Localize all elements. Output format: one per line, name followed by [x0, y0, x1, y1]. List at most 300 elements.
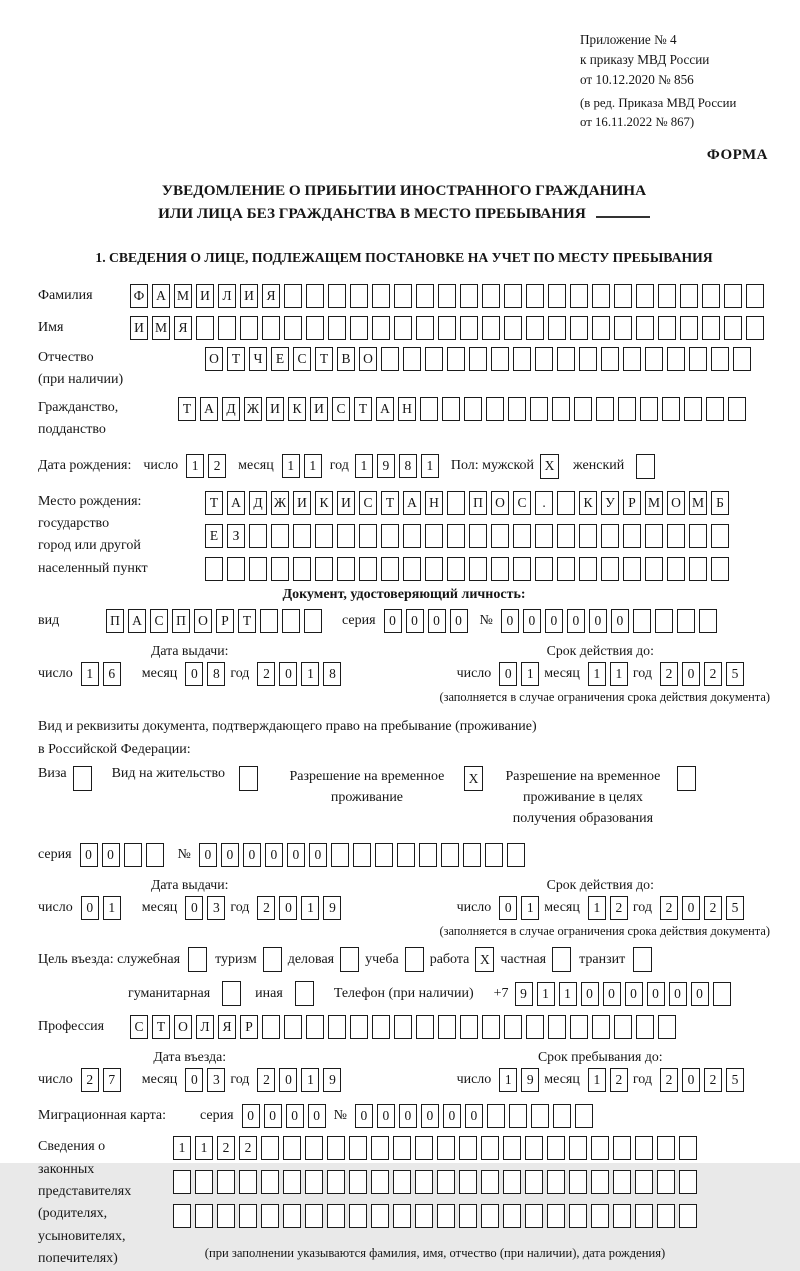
char-box[interactable]: Ф: [130, 284, 148, 308]
char-box[interactable]: 2: [257, 896, 275, 920]
char-box[interactable]: X: [464, 766, 483, 791]
char-box[interactable]: [222, 981, 241, 1006]
char-box[interactable]: Т: [354, 397, 372, 421]
char-box[interactable]: 0: [499, 662, 517, 686]
char-box[interactable]: 2: [660, 662, 678, 686]
char-box[interactable]: [636, 316, 654, 340]
char-box[interactable]: 1: [499, 1068, 517, 1092]
char-box[interactable]: [482, 1015, 500, 1039]
char-box[interactable]: [305, 1136, 323, 1160]
char-box[interactable]: [381, 524, 399, 548]
char-box[interactable]: [679, 1170, 697, 1194]
char-box[interactable]: 1: [301, 662, 319, 686]
char-box[interactable]: [633, 609, 651, 633]
char-box[interactable]: 0: [279, 896, 297, 920]
char-box[interactable]: [217, 1204, 235, 1228]
char-box[interactable]: [553, 1104, 571, 1128]
char-box[interactable]: [689, 347, 707, 371]
char-box[interactable]: 1: [588, 1068, 606, 1092]
char-box[interactable]: [425, 524, 443, 548]
char-box[interactable]: 0: [355, 1104, 373, 1128]
char-box[interactable]: Н: [398, 397, 416, 421]
char-box[interactable]: [328, 1015, 346, 1039]
char-box[interactable]: [613, 1204, 631, 1228]
char-box[interactable]: [437, 1136, 455, 1160]
char-box[interactable]: М: [152, 316, 170, 340]
char-box[interactable]: [509, 1104, 527, 1128]
char-box[interactable]: [623, 347, 641, 371]
purpose-work-checkbox[interactable]: [475, 947, 494, 972]
char-box[interactable]: [217, 1170, 235, 1194]
char-box[interactable]: [613, 1136, 631, 1160]
char-box[interactable]: С: [130, 1015, 148, 1039]
char-box[interactable]: [371, 1170, 389, 1194]
char-box[interactable]: [746, 284, 764, 308]
char-box[interactable]: [195, 1204, 213, 1228]
char-box[interactable]: 2: [239, 1136, 257, 1160]
char-box[interactable]: [614, 284, 632, 308]
char-box[interactable]: [548, 284, 566, 308]
char-box[interactable]: А: [227, 491, 245, 515]
char-box[interactable]: [679, 1136, 697, 1160]
char-box[interactable]: С: [513, 491, 531, 515]
char-box[interactable]: 0: [545, 609, 563, 633]
char-box[interactable]: [503, 1136, 521, 1160]
char-box[interactable]: Ж: [271, 491, 289, 515]
char-box[interactable]: 0: [265, 843, 283, 867]
char-box[interactable]: [491, 524, 509, 548]
char-box[interactable]: 0: [399, 1104, 417, 1128]
char-box[interactable]: [437, 1170, 455, 1194]
char-box[interactable]: [415, 1170, 433, 1194]
char-box[interactable]: 0: [682, 1068, 700, 1092]
char-box[interactable]: И: [310, 397, 328, 421]
char-box[interactable]: [349, 1170, 367, 1194]
char-box[interactable]: [331, 843, 349, 867]
char-box[interactable]: [569, 1204, 587, 1228]
char-box[interactable]: [728, 397, 746, 421]
char-box[interactable]: [482, 316, 500, 340]
char-box[interactable]: [415, 1204, 433, 1228]
char-box[interactable]: [249, 557, 267, 581]
char-box[interactable]: 1: [301, 896, 319, 920]
char-box[interactable]: [249, 524, 267, 548]
char-box[interactable]: Н: [425, 491, 443, 515]
char-box[interactable]: 1: [304, 454, 322, 478]
char-box[interactable]: [601, 347, 619, 371]
char-box[interactable]: 0: [199, 843, 217, 867]
char-box[interactable]: [689, 524, 707, 548]
char-box[interactable]: 2: [257, 1068, 275, 1092]
char-box[interactable]: 1: [186, 454, 204, 478]
char-box[interactable]: [397, 843, 415, 867]
char-box[interactable]: О: [174, 1015, 192, 1039]
char-box[interactable]: [635, 1204, 653, 1228]
char-box[interactable]: [596, 397, 614, 421]
purpose-transit-checkbox[interactable]: [633, 947, 652, 972]
char-box[interactable]: [459, 1170, 477, 1194]
char-box[interactable]: 5: [726, 662, 744, 686]
char-box[interactable]: А: [200, 397, 218, 421]
char-box[interactable]: [513, 524, 531, 548]
char-box[interactable]: [372, 1015, 390, 1039]
char-box[interactable]: [459, 1136, 477, 1160]
char-box[interactable]: [438, 1015, 456, 1039]
char-box[interactable]: О: [359, 347, 377, 371]
char-box[interactable]: [394, 284, 412, 308]
char-box[interactable]: [261, 1136, 279, 1160]
char-box[interactable]: [658, 316, 676, 340]
char-box[interactable]: 5: [726, 1068, 744, 1092]
char-box[interactable]: [667, 347, 685, 371]
char-box[interactable]: [574, 397, 592, 421]
char-box[interactable]: 9: [377, 454, 395, 478]
char-box[interactable]: [271, 524, 289, 548]
char-box[interactable]: [293, 524, 311, 548]
char-box[interactable]: [481, 1136, 499, 1160]
char-box[interactable]: [327, 1204, 345, 1228]
char-box[interactable]: [548, 316, 566, 340]
char-box[interactable]: 0: [450, 609, 468, 633]
char-box[interactable]: 7: [103, 1068, 121, 1092]
char-box[interactable]: [680, 284, 698, 308]
char-box[interactable]: [460, 316, 478, 340]
char-box[interactable]: Я: [262, 284, 280, 308]
purpose-business-checkbox[interactable]: [340, 947, 359, 972]
char-box[interactable]: 2: [660, 1068, 678, 1092]
purpose-other-checkbox[interactable]: [295, 981, 314, 1006]
char-box[interactable]: Т: [205, 491, 223, 515]
char-box[interactable]: [481, 1170, 499, 1194]
char-box[interactable]: 1: [301, 1068, 319, 1092]
char-box[interactable]: [441, 843, 459, 867]
char-box[interactable]: [124, 843, 142, 867]
char-box[interactable]: 0: [682, 662, 700, 686]
char-box[interactable]: 0: [682, 896, 700, 920]
char-box[interactable]: П: [469, 491, 487, 515]
char-box[interactable]: О: [667, 491, 685, 515]
char-box[interactable]: К: [288, 397, 306, 421]
char-box[interactable]: [447, 557, 465, 581]
char-box[interactable]: [393, 1136, 411, 1160]
char-box[interactable]: [359, 557, 377, 581]
char-box[interactable]: [733, 347, 751, 371]
char-box[interactable]: [416, 284, 434, 308]
char-box[interactable]: 1: [282, 454, 300, 478]
char-box[interactable]: [592, 316, 610, 340]
char-box[interactable]: [263, 947, 282, 972]
char-box[interactable]: [504, 316, 522, 340]
char-box[interactable]: [570, 316, 588, 340]
char-box[interactable]: [283, 1204, 301, 1228]
char-box[interactable]: [525, 1136, 543, 1160]
char-box[interactable]: [746, 316, 764, 340]
char-box[interactable]: 0: [80, 843, 98, 867]
char-box[interactable]: 3: [207, 1068, 225, 1092]
char-box[interactable]: [677, 766, 696, 791]
char-box[interactable]: С: [293, 347, 311, 371]
char-box[interactable]: [591, 1170, 609, 1194]
char-box[interactable]: [381, 347, 399, 371]
char-box[interactable]: 0: [185, 662, 203, 686]
char-box[interactable]: 1: [421, 454, 439, 478]
char-box[interactable]: [419, 843, 437, 867]
char-box[interactable]: [579, 347, 597, 371]
char-box[interactable]: [655, 609, 673, 633]
char-box[interactable]: [282, 609, 300, 633]
char-box[interactable]: 1: [610, 662, 628, 686]
char-box[interactable]: А: [403, 491, 421, 515]
char-box[interactable]: [508, 397, 526, 421]
char-box[interactable]: А: [376, 397, 394, 421]
char-box[interactable]: [591, 1204, 609, 1228]
char-box[interactable]: [548, 1015, 566, 1039]
temp-residence-checkbox[interactable]: [464, 766, 483, 791]
char-box[interactable]: [403, 524, 421, 548]
char-box[interactable]: [552, 397, 570, 421]
char-box[interactable]: [503, 1170, 521, 1194]
char-box[interactable]: [405, 947, 424, 972]
char-box[interactable]: 0: [581, 982, 599, 1006]
char-box[interactable]: [394, 316, 412, 340]
char-box[interactable]: 0: [611, 609, 629, 633]
char-box[interactable]: О: [491, 491, 509, 515]
char-box[interactable]: 3: [207, 896, 225, 920]
char-box[interactable]: 2: [257, 662, 275, 686]
char-box[interactable]: 0: [406, 609, 424, 633]
char-box[interactable]: [591, 1136, 609, 1160]
char-box[interactable]: [535, 347, 553, 371]
char-box[interactable]: [459, 1204, 477, 1228]
char-box[interactable]: [420, 397, 438, 421]
char-box[interactable]: И: [337, 491, 355, 515]
char-box[interactable]: Т: [381, 491, 399, 515]
char-box[interactable]: [239, 1204, 257, 1228]
char-box[interactable]: [271, 557, 289, 581]
char-box[interactable]: [547, 1170, 565, 1194]
char-box[interactable]: [635, 1136, 653, 1160]
char-box[interactable]: [371, 1204, 389, 1228]
char-box[interactable]: 0: [242, 1104, 260, 1128]
char-box[interactable]: [173, 1170, 191, 1194]
char-box[interactable]: [284, 284, 302, 308]
sex-female-checkbox[interactable]: [636, 454, 655, 479]
char-box[interactable]: [415, 1136, 433, 1160]
char-box[interactable]: [570, 284, 588, 308]
char-box[interactable]: 0: [499, 896, 517, 920]
char-box[interactable]: Я: [174, 316, 192, 340]
char-box[interactable]: [403, 557, 421, 581]
char-box[interactable]: [547, 1136, 565, 1160]
char-box[interactable]: [658, 1015, 676, 1039]
char-box[interactable]: 0: [243, 843, 261, 867]
char-box[interactable]: [372, 316, 390, 340]
char-box[interactable]: [146, 843, 164, 867]
char-box[interactable]: [491, 557, 509, 581]
char-box[interactable]: 9: [521, 1068, 539, 1092]
char-box[interactable]: С: [332, 397, 350, 421]
char-box[interactable]: [262, 316, 280, 340]
char-box[interactable]: [636, 1015, 654, 1039]
char-box[interactable]: Р: [240, 1015, 258, 1039]
char-box[interactable]: [575, 1104, 593, 1128]
char-box[interactable]: [525, 1170, 543, 1194]
char-box[interactable]: [684, 397, 702, 421]
char-box[interactable]: [327, 1136, 345, 1160]
char-box[interactable]: [437, 1204, 455, 1228]
char-box[interactable]: П: [106, 609, 124, 633]
char-box[interactable]: [640, 397, 658, 421]
char-box[interactable]: [315, 557, 333, 581]
char-box[interactable]: Е: [271, 347, 289, 371]
char-box[interactable]: 1: [521, 896, 539, 920]
char-box[interactable]: [635, 1170, 653, 1194]
char-box[interactable]: 0: [465, 1104, 483, 1128]
char-box[interactable]: 2: [208, 454, 226, 478]
char-box[interactable]: X: [475, 947, 494, 972]
char-box[interactable]: В: [337, 347, 355, 371]
char-box[interactable]: 0: [567, 609, 585, 633]
char-box[interactable]: М: [689, 491, 707, 515]
char-box[interactable]: [645, 347, 663, 371]
char-box[interactable]: [569, 1170, 587, 1194]
char-box[interactable]: 2: [610, 1068, 628, 1092]
char-box[interactable]: [557, 557, 575, 581]
char-box[interactable]: [485, 843, 503, 867]
char-box[interactable]: П: [172, 609, 190, 633]
char-box[interactable]: 0: [264, 1104, 282, 1128]
char-box[interactable]: [614, 1015, 632, 1039]
char-box[interactable]: [579, 524, 597, 548]
char-box[interactable]: [702, 284, 720, 308]
char-box[interactable]: [337, 524, 355, 548]
char-box[interactable]: [293, 557, 311, 581]
char-box[interactable]: [601, 557, 619, 581]
char-box[interactable]: [261, 1170, 279, 1194]
char-box[interactable]: [601, 524, 619, 548]
char-box[interactable]: А: [128, 609, 146, 633]
char-box[interactable]: [557, 347, 575, 371]
char-box[interactable]: 2: [217, 1136, 235, 1160]
char-box[interactable]: 0: [102, 843, 120, 867]
char-box[interactable]: [464, 397, 482, 421]
char-box[interactable]: [227, 557, 245, 581]
residence-permit-checkbox[interactable]: [239, 766, 258, 791]
char-box[interactable]: К: [579, 491, 597, 515]
char-box[interactable]: Д: [249, 491, 267, 515]
char-box[interactable]: [328, 316, 346, 340]
char-box[interactable]: [416, 1015, 434, 1039]
char-box[interactable]: [442, 397, 460, 421]
char-box[interactable]: З: [227, 524, 245, 548]
char-box[interactable]: [188, 947, 207, 972]
char-box[interactable]: [557, 524, 575, 548]
char-box[interactable]: Т: [227, 347, 245, 371]
char-box[interactable]: Е: [205, 524, 223, 548]
char-box[interactable]: [657, 1204, 675, 1228]
char-box[interactable]: [618, 397, 636, 421]
char-box[interactable]: [636, 284, 654, 308]
char-box[interactable]: [713, 982, 731, 1006]
char-box[interactable]: [416, 316, 434, 340]
char-box[interactable]: [315, 524, 333, 548]
char-box[interactable]: [706, 397, 724, 421]
char-box[interactable]: [569, 1136, 587, 1160]
char-box[interactable]: [667, 557, 685, 581]
char-box[interactable]: 0: [384, 609, 402, 633]
char-box[interactable]: [526, 316, 544, 340]
char-box[interactable]: [240, 316, 258, 340]
char-box[interactable]: [711, 347, 729, 371]
char-box[interactable]: [284, 1015, 302, 1039]
char-box[interactable]: 8: [323, 662, 341, 686]
char-box[interactable]: [531, 1104, 549, 1128]
char-box[interactable]: [403, 347, 421, 371]
char-box[interactable]: [657, 1136, 675, 1160]
char-box[interactable]: 2: [660, 896, 678, 920]
char-box[interactable]: О: [205, 347, 223, 371]
char-box[interactable]: [306, 284, 324, 308]
char-box[interactable]: [196, 316, 214, 340]
char-box[interactable]: [195, 1170, 213, 1194]
char-box[interactable]: [552, 947, 571, 972]
char-box[interactable]: 2: [81, 1068, 99, 1092]
char-box[interactable]: [350, 1015, 368, 1039]
char-box[interactable]: У: [601, 491, 619, 515]
temp-residence-edu-checkbox[interactable]: [677, 766, 696, 791]
char-box[interactable]: [205, 557, 223, 581]
char-box[interactable]: [295, 981, 314, 1006]
char-box[interactable]: X: [540, 454, 559, 479]
char-box[interactable]: [557, 491, 575, 515]
char-box[interactable]: 0: [443, 1104, 461, 1128]
char-box[interactable]: 1: [588, 896, 606, 920]
char-box[interactable]: [425, 347, 443, 371]
purpose-study-checkbox[interactable]: [405, 947, 424, 972]
char-box[interactable]: [525, 1204, 543, 1228]
char-box[interactable]: 0: [185, 896, 203, 920]
char-box[interactable]: 0: [377, 1104, 395, 1128]
char-box[interactable]: [460, 284, 478, 308]
char-box[interactable]: [487, 1104, 505, 1128]
char-box[interactable]: [679, 1204, 697, 1228]
char-box[interactable]: 0: [221, 843, 239, 867]
char-box[interactable]: 1: [103, 896, 121, 920]
char-box[interactable]: [447, 524, 465, 548]
char-box[interactable]: [393, 1170, 411, 1194]
char-box[interactable]: И: [266, 397, 284, 421]
char-box[interactable]: [633, 947, 652, 972]
char-box[interactable]: [711, 557, 729, 581]
char-box[interactable]: 1: [588, 662, 606, 686]
char-box[interactable]: [724, 316, 742, 340]
char-box[interactable]: 0: [603, 982, 621, 1006]
char-box[interactable]: [340, 947, 359, 972]
char-box[interactable]: [677, 609, 695, 633]
char-box[interactable]: И: [130, 316, 148, 340]
char-box[interactable]: 1: [195, 1136, 213, 1160]
char-box[interactable]: 0: [279, 662, 297, 686]
char-box[interactable]: [305, 1204, 323, 1228]
char-box[interactable]: 9: [323, 1068, 341, 1092]
char-box[interactable]: Т: [152, 1015, 170, 1039]
char-box[interactable]: А: [152, 284, 170, 308]
char-box[interactable]: Т: [178, 397, 196, 421]
visa-checkbox[interactable]: [73, 766, 92, 791]
char-box[interactable]: [662, 397, 680, 421]
char-box[interactable]: 5: [726, 896, 744, 920]
char-box[interactable]: [261, 1204, 279, 1228]
